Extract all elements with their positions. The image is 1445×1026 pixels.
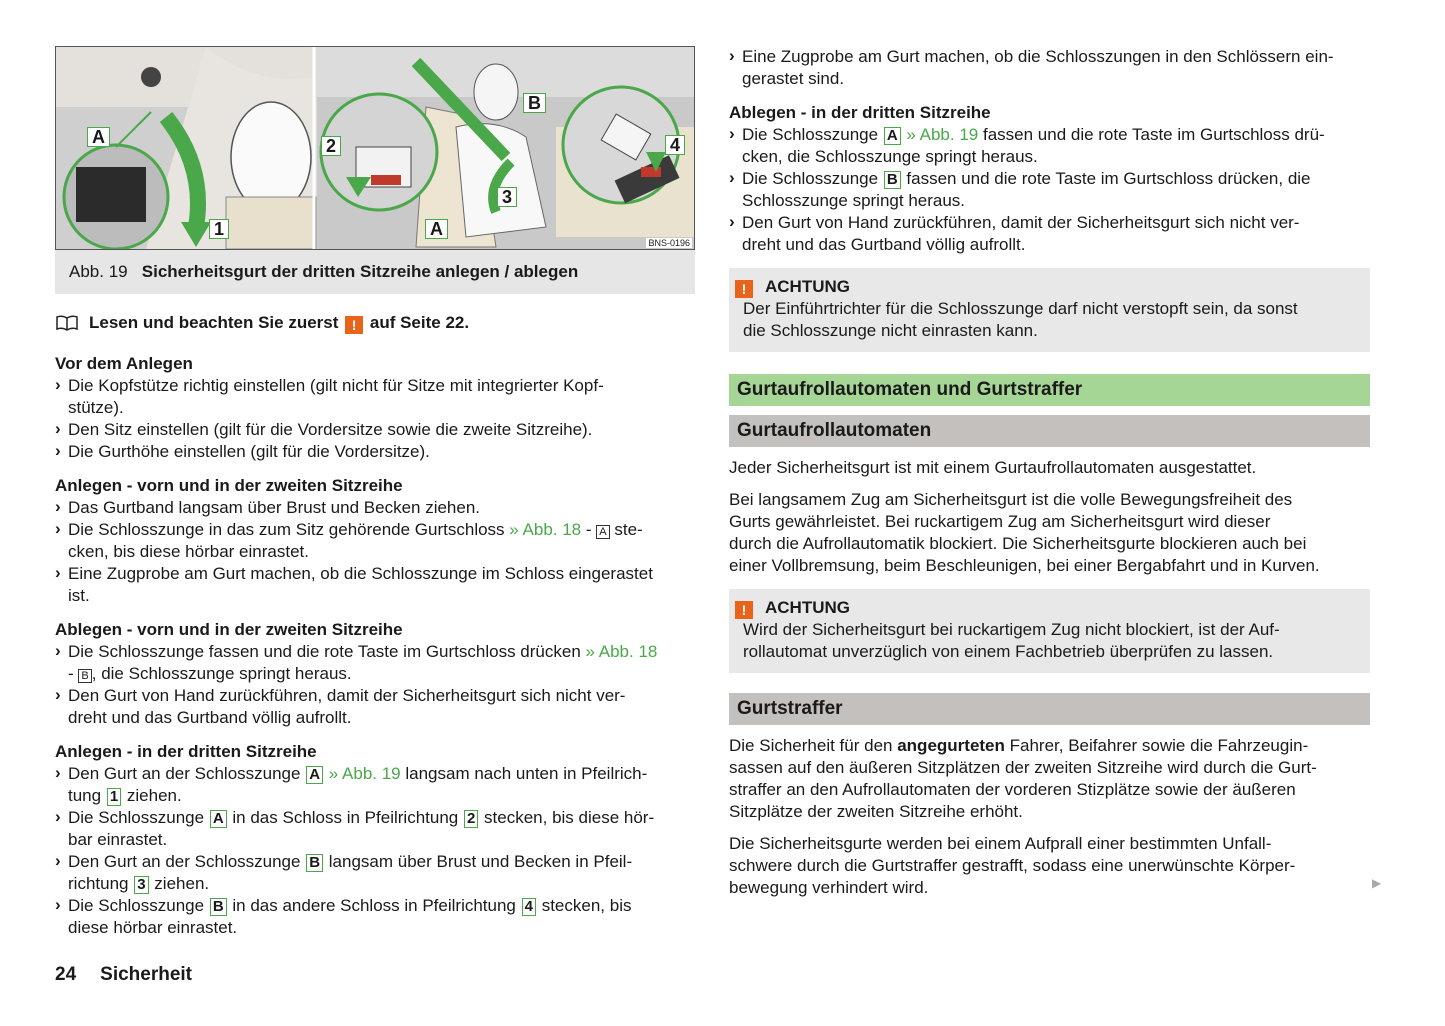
- list-item: › Den Sitz einstellen (gilt für die Vordersitze sowie die zweite Sitzreihe).: [55, 419, 695, 441]
- callout-a-left: A: [86, 127, 111, 148]
- warning-box-2: ! ACHTUNG Wird der Sicherheitsgurt bei ruckartigem Zug nicht blockiert, ist der Auf- rollautomat unverzüglich von einem Fachbetrieb überprüfen zu lassen.: [729, 589, 1370, 673]
- list-item: › Den Gurt von Hand zurückführen, damit der Sicherheitsgurt sich nicht ver- dreht und das Gurtband völlig aufrollt.: [55, 685, 695, 729]
- paragraph: Bei langsamem Zug am Sicherheitsgurt ist die volle Bewegungsfreiheit des Gurts gewährleistet. Bei ruckartigem Zug am Sicherheitsgurt wird dieser durch die Aufrollautomatik blockiert. Die Sicherheitsgurte blockieren auch bei einer Vollbremsung, beim Beschleunigen, bei einer Bergabfahrt und in Kurven.: [729, 490, 1320, 575]
- next-page-arrow-icon: ▶: [1372, 876, 1382, 890]
- figure-19-illustration: [55, 46, 695, 250]
- list-item: › Die Schlosszunge A » Abb. 19 fassen und die rote Taste im Gurtschloss drü- cken, die Schlosszunge springt heraus.: [729, 124, 1370, 168]
- figure-caption: [55, 250, 695, 294]
- seatbelt-illustration: [56, 47, 694, 249]
- list-item: › Die Schlosszunge in das zum Sitz gehörende Gurtschloss » Abb. 18 - A ste- cken, bis diese hörbar einrastet.: [55, 519, 695, 563]
- section-title-aufrollautomaten: Gurtaufrollautomaten: [729, 415, 1370, 447]
- list-item: › Eine Zugprobe am Gurt machen, ob die Schlosszungen in den Schlössern ein- gerastet sind.: [729, 46, 1370, 90]
- left-column: [55, 46, 695, 939]
- link-abb-18[interactable]: » Abb. 18: [585, 642, 658, 661]
- warning-box-1: ! ACHTUNG Der Einführtrichter für die Schlosszunge darf nicht verstopft sein, da sonst die Schlosszunge nicht einrasten kann.: [729, 268, 1370, 352]
- callout-4: 4: [664, 135, 686, 156]
- footer-section: Sicherheit: [100, 964, 193, 985]
- callout-2: 2: [320, 136, 342, 157]
- page-footer: [55, 964, 216, 986]
- section-title-main: Gurtaufrollautomaten und Gurtstraffer: [729, 374, 1370, 406]
- callout-a-right: A: [424, 219, 449, 240]
- callout-3: 3: [496, 187, 518, 208]
- list-item: › Die Kopfstütze richtig einstellen (gilt nicht für Sitze mit integrierter Kopf- stütze).: [55, 375, 695, 419]
- figure-caption-text: Sicherheitsgurt der dritten Sitzreihe anlegen / ablegen: [141, 262, 579, 281]
- right-column: [729, 46, 1370, 899]
- heading-anlegen-vorn: Anlegen - vorn und in der zweiten Sitzreihe: [55, 476, 403, 495]
- warning-icon: !: [735, 601, 753, 619]
- figure-label: Abb. 19: [69, 262, 128, 281]
- image-code: BNS-0196: [648, 238, 690, 248]
- list-item: › Den Gurt an der Schlosszunge B langsam über Brust und Becken in Pfeil- richtung 3 ziehen.: [55, 851, 695, 895]
- heading-vor-dem-anlegen: Vor dem Anlegen: [55, 354, 193, 373]
- list-item: › Die Schlosszunge A in das Schloss in Pfeilrichtung 2 stecken, bis diese hör- bar einrastet.: [55, 807, 695, 851]
- list-item: › Die Schlosszunge B in das andere Schloss in Pfeilrichtung 4 stecken, bis diese hörbar einrastet.: [55, 895, 695, 939]
- list-item: › Eine Zugprobe am Gurt machen, ob die Schlosszunge im Schloss eingerastet ist.: [55, 563, 695, 607]
- list-item: › Den Gurt an der Schlosszunge A » Abb. 19 langsam nach unten in Pfeilrich- tung 1 ziehen.: [55, 763, 695, 807]
- read-first-note: Lesen und beachten Sie zuerst ! auf Seite 22.: [55, 312, 695, 337]
- callout-b: B: [522, 93, 547, 114]
- list-item: › Die Schlosszunge B fassen und die rote Taste im Gurtschloss drücken, die Schlosszunge springt heraus.: [729, 168, 1370, 212]
- list-item: › Die Gurthöhe einstellen (gilt für die Vordersitze).: [55, 441, 695, 463]
- list-item: › Das Gurtband langsam über Brust und Becken ziehen.: [55, 497, 695, 519]
- link-abb-19[interactable]: » Abb. 19: [906, 125, 979, 144]
- book-icon: [55, 315, 79, 337]
- heading-ablegen-dritte: Ablegen - in der dritten Sitzreihe: [729, 103, 991, 122]
- heading-ablegen-vorn: Ablegen - vorn und in der zweiten Sitzreihe: [55, 620, 403, 639]
- list-item: › Den Gurt von Hand zurückführen, damit der Sicherheitsgurt sich nicht ver- dreht und das Gurtband völlig aufrollt.: [729, 212, 1370, 256]
- heading-anlegen-dritte: Anlegen - in der dritten Sitzreihe: [55, 742, 317, 761]
- paragraph: Die Sicherheit für den angegurteten Fahrer, Beifahrer sowie die Fahrzeugin- sassen auf den äußeren Sitzplätzen der zweiten Sitzreihe wird durch die Gurt- straffer an den Aufrollautomaten der vorderen Stizplätze sowie der äußeren Sitzplätze der zweiten Sitzreihe erhöht.: [729, 736, 1317, 821]
- paragraph: Jeder Sicherheitsgurt ist mit einem Gurtaufrollautomaten ausgestattet.: [729, 458, 1257, 477]
- paragraph: Die Sicherheitsgurte werden bei einem Aufprall einer bestimmten Unfall- schwere durch die Gurtstraffer gestrafft, sodass eine unerwünschte Körper- bewegung verhindert wird.: [729, 834, 1296, 897]
- callout-1: 1: [208, 219, 230, 240]
- warning-icon: !: [345, 316, 363, 334]
- list-item: › Die Schlosszunge fassen und die rote Taste im Gurtschloss drücken » Abb. 18 - B , die Schlosszunge springt heraus.: [55, 641, 695, 685]
- link-abb-18[interactable]: » Abb. 18: [509, 520, 582, 539]
- section-title-gurtstraffer: Gurtstraffer: [729, 693, 1370, 725]
- warning-icon: !: [735, 280, 753, 298]
- page-number: 24: [55, 964, 77, 985]
- link-abb-19[interactable]: » Abb. 19: [328, 764, 401, 783]
